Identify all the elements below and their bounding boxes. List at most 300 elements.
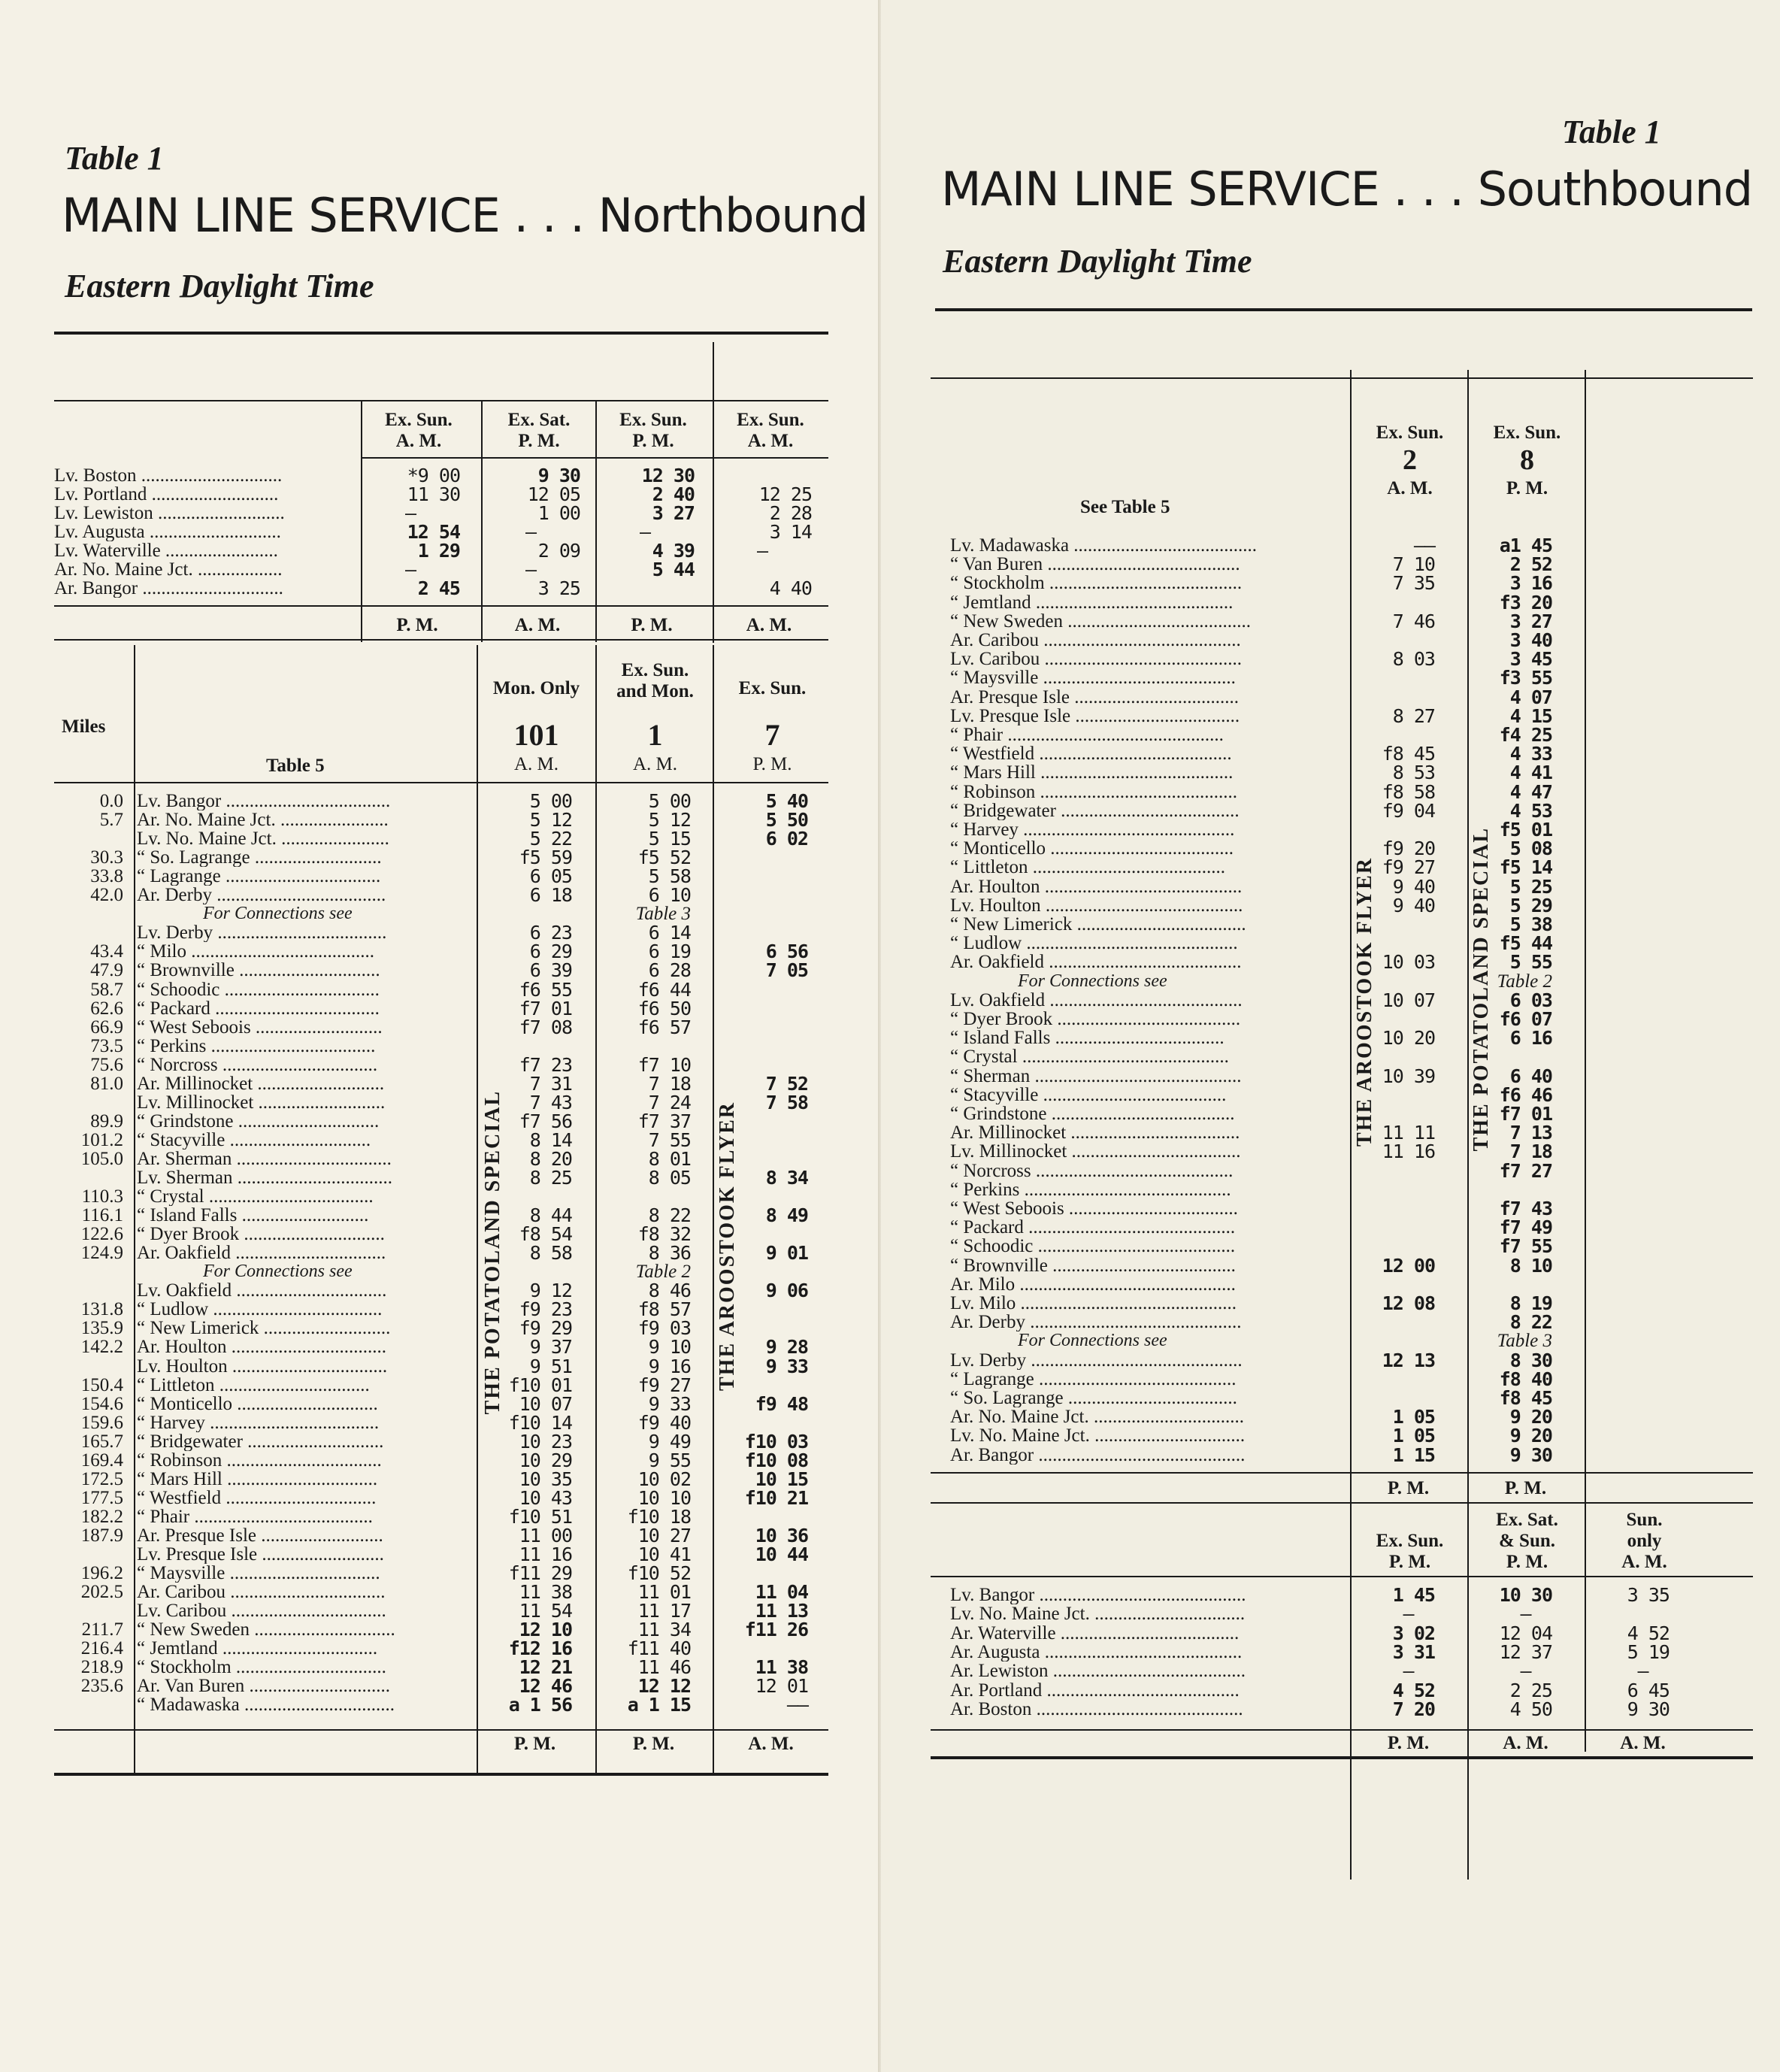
station-label: “ Stockholm ......................................... [950, 574, 1243, 592]
mileage: 218.9 [80, 1657, 123, 1677]
time-cell: —— [786, 1694, 808, 1716]
train-number: 1 [647, 718, 663, 752]
mileage: 116.1 [81, 1205, 123, 1225]
station-label: Ar. Augusta .......................................... [950, 1643, 1243, 1662]
time-cell: 3 35 [1627, 1584, 1670, 1606]
conn-header [362, 410, 475, 452]
station-label: “ Schoodic .......................................... [950, 1237, 1236, 1256]
time-cell: 8 20 [529, 1148, 572, 1170]
title-rule [54, 332, 828, 335]
station-label: Lv. Derby .................................... [137, 923, 387, 942]
mileage: 135.9 [80, 1318, 123, 1338]
mileage: 0.0 [99, 791, 123, 811]
station-label: Ar. Bangor ............................................ [950, 1446, 1246, 1465]
station-label: Lv. Bangor ............................................ [950, 1586, 1246, 1604]
time-cell: 8 36 [648, 1242, 691, 1264]
time-cell: 5 12 [529, 809, 572, 831]
station-label: “ Grindstone .............................. [137, 1112, 380, 1131]
time-cell: 9 30 [537, 465, 580, 486]
station-label: Lv. No. Maine Jct. ....................... [137, 829, 389, 848]
time-cell: 9 55 [648, 1449, 691, 1471]
station-label: “ Lagrange .......................................... [950, 1370, 1237, 1389]
time-cell: — [525, 521, 537, 543]
mileage: 235.6 [80, 1676, 123, 1696]
station-label: “ Packard ............................................ [950, 1218, 1236, 1237]
time-cell: 12 01 [755, 1675, 808, 1697]
time-cell: f10 08 [744, 1449, 808, 1471]
title-direction: . . . Northbound [499, 188, 868, 243]
time-cell: 12 54 [407, 521, 460, 543]
time-cell: 10 10 [637, 1487, 691, 1509]
conn-header-line: Ex. Sun. [1376, 1531, 1444, 1551]
time-cell: f9 03 [637, 1317, 691, 1339]
conn-header-line: P. M. [1388, 1552, 1431, 1572]
time-cell: f3 55 [1499, 667, 1552, 689]
time-cell: 7 24 [648, 1092, 691, 1113]
station-label: Ar. Presque Isle .......................... [137, 1526, 383, 1545]
station-label: “ Dyer Brook ....................................... [950, 1010, 1241, 1028]
time-cell: f5 52 [637, 847, 691, 868]
time-cell: f8 32 [637, 1223, 691, 1245]
time-cell: 9 01 [765, 1242, 808, 1264]
mileage: 62.6 [90, 998, 123, 1019]
time-cell: 5 12 [648, 809, 691, 831]
vertical-divider [134, 645, 135, 1774]
train-days [714, 678, 831, 699]
station-label: “ Westfield ................................ [137, 1489, 377, 1507]
station-label: “ Robinson .......................................... [950, 783, 1237, 801]
table-rule [54, 639, 828, 641]
station-label: Ar. Caribou .......................................... [950, 631, 1241, 650]
station-label: Lv. Presque Isle .......................... [137, 1545, 384, 1564]
time-cell: f7 23 [519, 1054, 572, 1076]
time-cell: 8 27 [1392, 705, 1435, 727]
time-cell: 3 31 [1392, 1641, 1435, 1663]
time-cell: 6 19 [648, 941, 691, 962]
mileage: 211.7 [81, 1619, 123, 1640]
see-table-header: See Table 5 [1080, 497, 1170, 517]
train-name-aroostook: THE AROOSTOOK FLYER [1353, 857, 1376, 1147]
station-label: Ar. No. Maine Jct. ....................... [137, 810, 389, 829]
station-label: “ So. Lagrange .................................... [950, 1389, 1237, 1407]
station-label: Lv. Boston .............................. [54, 466, 283, 485]
time-cell: 9 51 [529, 1356, 572, 1377]
time-cell: 4 40 [769, 577, 812, 599]
time-cell: 7 46 [1392, 610, 1435, 632]
time-cell: 6 14 [648, 922, 691, 944]
time-cell: 10 35 [519, 1468, 572, 1490]
time-cell: f8 45 [1499, 1387, 1552, 1409]
mileage: 47.9 [90, 960, 123, 980]
train-ampm: A. M. [513, 754, 559, 774]
time-cell: Table 2 [635, 1262, 691, 1282]
mileage: 43.4 [90, 941, 123, 962]
time-cell: f9 48 [755, 1393, 808, 1415]
station-label: Ar. Van Buren .............................. [137, 1677, 391, 1695]
station-label: Lv. Sherman ................................. [137, 1168, 393, 1187]
station-label: “ Brownville ....................................... [950, 1256, 1236, 1275]
time-cell: 8 10 [1509, 1255, 1552, 1277]
time-cell: 2 25 [1509, 1680, 1552, 1701]
time-cell: 12 21 [519, 1656, 572, 1678]
time-cell: — [404, 502, 416, 524]
time-cell: 4 39 [652, 540, 695, 562]
time-cell: f7 49 [1499, 1216, 1552, 1238]
time-cell: 7 55 [648, 1129, 691, 1151]
time-cell: 3 27 [1509, 610, 1552, 632]
station-label: Ar. Houlton ................................. [137, 1337, 386, 1356]
time-cell: 4 50 [1509, 1698, 1552, 1720]
time-cell: 1 45 [1392, 1584, 1435, 1606]
time-cell: 7 58 [765, 1092, 808, 1113]
station-label: “ Crystal ................................... [137, 1187, 374, 1206]
time-cell: 7 13 [1509, 1122, 1552, 1144]
ampm-footer: P. M. [396, 615, 438, 635]
train-days-line: and Mon. [616, 681, 694, 701]
station-label: “ Dyer Brook .............................. [137, 1225, 385, 1244]
time-cell: 8 05 [648, 1167, 691, 1189]
station-label: Lv. Oakfield ................................ [137, 1281, 387, 1300]
station-label: Lv. Portland ........................... [54, 485, 279, 504]
station-label: Lv. Madawaska ....................................... [950, 536, 1258, 555]
time-cell: f6 50 [637, 998, 691, 1019]
time-cell: 10 23 [519, 1431, 572, 1453]
mileage: 187.9 [80, 1525, 123, 1546]
time-cell: 6 02 [765, 828, 808, 850]
time-cell: f7 56 [519, 1110, 572, 1132]
ampm-footer: A. M. [514, 615, 561, 635]
time-cell: 9 16 [648, 1356, 691, 1377]
time-cell: 11 04 [755, 1581, 808, 1603]
page-subtitle: Eastern Daylight Time [65, 268, 374, 304]
time-cell: 9 49 [648, 1431, 691, 1453]
time-cell: 6 10 [648, 884, 691, 906]
ampm-footer: P. M. [1387, 1733, 1430, 1753]
connections-note: For Connections see [203, 1262, 353, 1281]
train-number: 8 [1520, 444, 1534, 476]
time-cell: 6 18 [529, 884, 572, 906]
station-label: Lv. Millinocket .................................... [950, 1142, 1241, 1161]
train-number: 2 [1403, 444, 1417, 476]
mileage: 42.0 [90, 885, 123, 905]
time-cell: 11 34 [637, 1619, 691, 1640]
time-cell: 12 05 [527, 483, 580, 505]
time-cell: 10 07 [1382, 989, 1435, 1011]
page-title [941, 162, 1752, 217]
time-cell: 11 38 [519, 1581, 572, 1603]
mileage: 66.9 [90, 1017, 123, 1038]
time-cell: 9 10 [648, 1336, 691, 1358]
time-cell: 8 03 [1392, 648, 1435, 670]
station-label: “ New Sweden .............................. [137, 1620, 395, 1639]
conn-header-line: P. M. [518, 431, 560, 451]
time-cell: 11 13 [755, 1600, 808, 1622]
station-label: Ar. Millinocket .................................... [950, 1123, 1240, 1142]
station-label: “ Harvey .................................... [137, 1413, 380, 1432]
station-label: “ Westfield ......................................... [950, 744, 1232, 763]
mileage: 182.2 [80, 1507, 123, 1527]
time-cell: 8 44 [529, 1204, 572, 1226]
time-cell: f7 10 [637, 1054, 691, 1076]
station-label: “ West Seboois .................................... [950, 1199, 1238, 1218]
time-cell: a 1 15 [627, 1694, 691, 1716]
train-name-potatoland: THE POTATOLAND SPECIAL [1470, 827, 1493, 1152]
time-cell: 12 46 [519, 1675, 572, 1697]
conn-header [1586, 1510, 1703, 1573]
time-cell: 10 02 [637, 1468, 691, 1490]
station-label: “ Norcross ................................. [137, 1056, 378, 1074]
train-days-line: Ex. Sun. [621, 660, 689, 680]
time-cell: 10 41 [637, 1543, 691, 1565]
mileage: 159.6 [80, 1413, 123, 1433]
bottom-rule [54, 1773, 828, 1776]
footer-rule [931, 1729, 1753, 1731]
time-cell: 7 05 [765, 959, 808, 981]
time-cell: f9 40 [637, 1412, 691, 1434]
station-label: Lv. Oakfield ......................................... [950, 991, 1243, 1010]
ampm-footer: A. M. [748, 1734, 794, 1754]
time-cell: 1 15 [1392, 1444, 1435, 1466]
time-cell: 8 46 [648, 1280, 691, 1301]
time-cell: 8 49 [765, 1204, 808, 1226]
station-label: “ Crystal ............................................ [950, 1047, 1229, 1066]
time-cell: f11 26 [744, 1619, 808, 1640]
conn-header-line: Ex. Sun. [737, 410, 804, 430]
miles-header: Miles [62, 716, 106, 737]
train-name-potatoland: THE POTATOLAND SPECIAL [481, 1090, 504, 1415]
header-rule [361, 457, 828, 459]
time-cell: f7 43 [1499, 1198, 1552, 1219]
mileage: 202.5 [80, 1582, 123, 1602]
time-cell: 12 12 [637, 1675, 691, 1697]
time-cell: 4 52 [1627, 1622, 1670, 1644]
station-label: Lv. Millinocket ........................... [137, 1093, 386, 1112]
station-label: “ Phair .............................................. [950, 726, 1224, 744]
time-cell: 8 22 [1509, 1311, 1552, 1333]
time-cell: 4 07 [1509, 686, 1552, 708]
time-cell: 12 00 [1382, 1255, 1435, 1277]
time-cell: 4 53 [1509, 800, 1552, 822]
time-cell: 9 37 [529, 1336, 572, 1358]
time-cell: 1 05 [1392, 1425, 1435, 1446]
title-main: MAIN LINE SERVICE [941, 162, 1379, 217]
station-label: “ Harvey ............................................. [950, 820, 1235, 839]
title-rule [935, 308, 1752, 311]
station-label: Lv. Caribou .......................................... [950, 650, 1242, 668]
time-cell: 8 53 [1392, 762, 1435, 783]
station-label: “ Norcross .......................................... [950, 1162, 1234, 1180]
time-cell: 5 00 [529, 790, 572, 812]
station-label: “ Van Buren ......................................... [950, 555, 1240, 574]
time-cell: 12 30 [641, 465, 695, 486]
time-cell: f7 01 [1499, 1103, 1552, 1125]
time-cell: 10 30 [1499, 1584, 1552, 1606]
time-cell: 8 30 [1509, 1350, 1552, 1371]
time-cell: f8 58 [1382, 781, 1435, 803]
train-days: Ex. Sun. [1493, 423, 1561, 443]
ampm-footer: P. M. [1504, 1478, 1547, 1498]
station-label: “ Monticello .............................. [137, 1395, 378, 1413]
time-cell: 3 27 [652, 502, 695, 524]
station-label: Lv. Houlton .......................................... [950, 896, 1243, 915]
time-cell: 9 30 [1627, 1698, 1670, 1720]
train-days: Ex. Sun. [1376, 423, 1444, 443]
mileage: 124.9 [80, 1243, 123, 1263]
time-cell: — [404, 559, 416, 580]
train-number: 101 [513, 718, 559, 752]
time-cell: 5 00 [648, 790, 691, 812]
station-label: Ar. Waterville ...................................... [950, 1624, 1240, 1643]
station-label: Ar. Derby ............................................. [950, 1313, 1242, 1331]
station-label: “ Littleton ................................ [137, 1376, 370, 1395]
mileage: 58.7 [90, 980, 123, 1000]
time-cell: f7 27 [1499, 1160, 1552, 1182]
time-cell: f9 04 [1382, 800, 1435, 822]
station-label: “ New Limerick .................................... [950, 915, 1246, 934]
ampm-footer: A. M. [1503, 1733, 1548, 1753]
mileage: 73.5 [90, 1036, 123, 1056]
station-label: Ar. Boston ............................................ [950, 1700, 1243, 1719]
time-cell: 5 38 [1509, 913, 1552, 935]
time-cell: 7 35 [1392, 572, 1435, 594]
time-cell: f9 20 [1382, 838, 1435, 859]
conn-header-line: Ex. Sun. [385, 410, 453, 430]
time-cell: — [1520, 1660, 1531, 1682]
train-name-aroostook: THE AROOSTOOK FLYER [716, 1101, 739, 1391]
time-cell: f3 20 [1499, 592, 1552, 613]
mileage: 142.2 [80, 1337, 123, 1357]
time-cell: 4 15 [1509, 705, 1552, 727]
ampm-footer: P. M. [632, 1734, 675, 1754]
time-cell: f5 01 [1499, 819, 1552, 841]
mileage: 105.0 [80, 1149, 123, 1169]
mileage: 131.8 [80, 1299, 123, 1319]
time-cell: 2 40 [652, 483, 695, 505]
mileage: 216.4 [80, 1638, 123, 1659]
time-cell: 5 50 [765, 809, 808, 831]
time-cell: 1 29 [417, 540, 460, 562]
ampm-footer: P. M. [513, 1734, 556, 1754]
conn-header [1352, 1531, 1468, 1573]
time-cell: 2 28 [769, 502, 812, 524]
station-label: Lv. No. Maine Jct. ................................ [950, 1426, 1246, 1445]
title-main: MAIN LINE SERVICE [62, 188, 500, 243]
mileage: 101.2 [80, 1130, 123, 1150]
header-rule [931, 1576, 1753, 1577]
time-cell: f5 59 [519, 847, 572, 868]
time-cell: 2 45 [417, 577, 460, 599]
mileage: 30.3 [90, 847, 123, 868]
station-label: Ar. Caribou ................................. [137, 1583, 386, 1601]
time-cell: 6 05 [529, 865, 572, 887]
station-label: “ Bridgewater ...................................... [950, 801, 1240, 820]
table-rule [931, 1502, 1753, 1504]
time-cell: f10 21 [744, 1487, 808, 1509]
time-cell: 11 11 [1382, 1122, 1435, 1144]
time-cell: 7 18 [1509, 1141, 1552, 1162]
time-cell: f10 01 [508, 1374, 572, 1396]
station-label: “ Mars Hill ................................ [137, 1470, 378, 1489]
station-label: “ Brownville .............................. [137, 961, 380, 980]
station-label: “ Jemtland .......................................... [950, 593, 1234, 612]
time-cell: 5 55 [1509, 951, 1552, 973]
station-label: Ar. Oakfield ......................................... [950, 953, 1242, 971]
station-label: Ar. Millinocket ........................... [137, 1074, 385, 1093]
time-cell: f7 08 [519, 1016, 572, 1038]
time-cell: 5 08 [1509, 838, 1552, 859]
time-cell: f9 23 [519, 1298, 572, 1320]
time-cell: 11 30 [407, 483, 460, 505]
time-cell: 8 25 [529, 1167, 572, 1189]
station-label: “ Bridgewater ............................. [137, 1432, 384, 1451]
station-label: “ Island Falls .................................... [950, 1028, 1225, 1047]
time-cell: 2 09 [537, 540, 580, 562]
page-subtitle: Eastern Daylight Time [943, 243, 1252, 280]
station-label: Lv. No. Maine Jct. ................................ [950, 1604, 1246, 1623]
time-cell: f8 57 [637, 1298, 691, 1320]
time-cell: 12 37 [1499, 1641, 1552, 1663]
time-cell: Table 2 [1497, 971, 1552, 992]
time-cell: 6 45 [1627, 1680, 1670, 1701]
ampm-footer: P. M. [1387, 1478, 1430, 1498]
station-label: “ Perkins ............................................ [950, 1180, 1231, 1199]
mileage: 81.0 [90, 1074, 123, 1094]
time-cell: 3 40 [1509, 629, 1552, 651]
train-ampm: A. M. [1387, 478, 1433, 498]
time-cell: 9 20 [1509, 1425, 1552, 1446]
conn-header-line: only [1627, 1531, 1662, 1551]
left-page [0, 0, 881, 2072]
time-cell: 5 25 [1509, 876, 1552, 898]
time-cell: f6 46 [1499, 1084, 1552, 1106]
mileage: 196.2 [80, 1563, 123, 1583]
time-cell: 10 20 [1382, 1027, 1435, 1049]
time-cell: — [756, 540, 768, 562]
conn-header [714, 410, 827, 452]
conn-header [597, 410, 710, 452]
train-ampm: A. M. [632, 754, 678, 774]
time-cell: f10 03 [744, 1431, 808, 1453]
time-cell: Table 3 [635, 904, 691, 924]
time-cell: 7 18 [648, 1073, 691, 1095]
time-cell: 8 14 [529, 1129, 572, 1151]
time-cell: 5 19 [1627, 1641, 1670, 1663]
time-cell: 11 46 [637, 1656, 691, 1678]
station-label: Ar. Portland ......................................... [950, 1681, 1240, 1700]
time-cell: — [1637, 1660, 1648, 1682]
mileage: 75.6 [90, 1055, 123, 1075]
conn-header [1469, 1510, 1585, 1573]
conn-header-line: Ex. Sun. [619, 410, 687, 430]
time-cell: f11 40 [627, 1637, 691, 1659]
train-days-line: Ex. Sun. [738, 678, 807, 698]
conn-header-line: A. M. [747, 431, 794, 451]
mileage: 154.6 [80, 1394, 123, 1414]
time-cell: 3 25 [537, 577, 580, 599]
table-label: Table 1 [1562, 114, 1661, 150]
time-cell: 4 52 [1392, 1680, 1435, 1701]
time-cell: 12 04 [1499, 1622, 1552, 1644]
time-cell: f9 29 [519, 1317, 572, 1339]
time-cell: 5 40 [765, 790, 808, 812]
station-label: “ Stacyville .............................. [137, 1131, 371, 1150]
time-cell: f10 51 [508, 1506, 572, 1528]
time-cell: 3 14 [769, 521, 812, 543]
station-label: “ Madawaska ................................ [137, 1695, 395, 1714]
conn-header-line: Ex. Sat. [507, 410, 571, 430]
station-label: Ar. Lewiston ......................................... [950, 1662, 1246, 1680]
station-label: Lv. Waterville ........................ [54, 541, 278, 560]
